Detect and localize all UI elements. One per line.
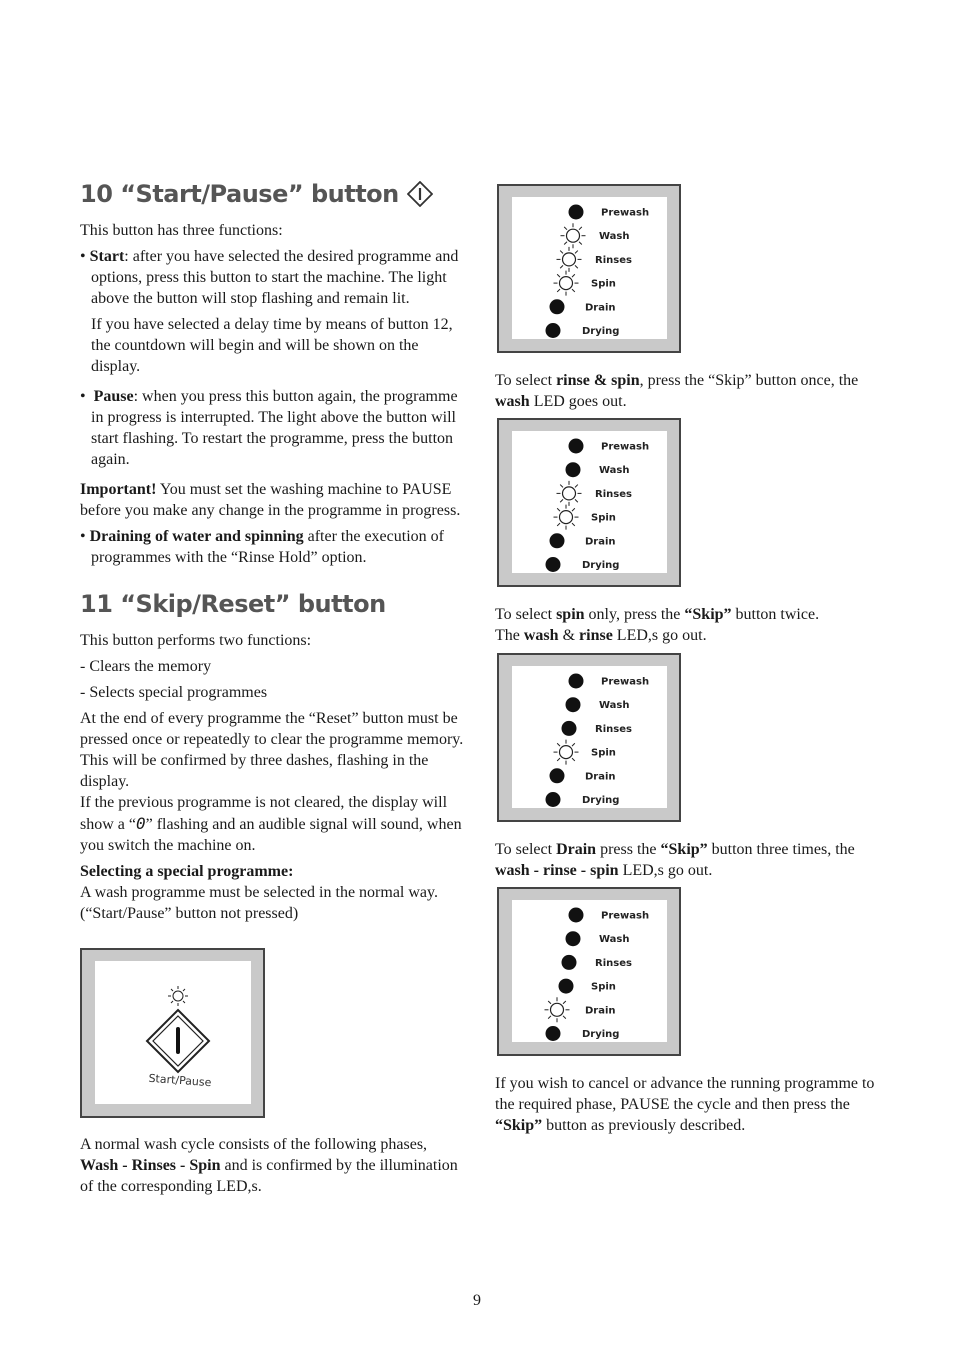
led-label-rinses: Rinses — [595, 488, 632, 500]
prev-programme-text: If the previous programme is not cleared, the display will show a “0” flashing and an audible signal will sound, when you switch the machine on. — [80, 794, 462, 854]
led-off-icon-drying — [546, 792, 561, 807]
led-lit-icon-spin — [554, 740, 579, 765]
start-pause-icon — [407, 181, 433, 207]
special-heading: Selecting a special programme: — [80, 863, 294, 880]
led-label-spin: Spin — [591, 278, 616, 290]
caption-rinse-spin: To select rinse & spin, press the “Skip” button once, the wash LED goes out. — [495, 372, 859, 410]
caption-cancel-advance: If you wish to cancel or advance the running programme to the required phase, PAUSE the cycle and then press the “Skip” button as previously described. — [495, 1075, 875, 1134]
start-function: • Start: after you have selected the desired programme and options, press this button to start the machine. The light above the button will stop flashing and remain lit. — [80, 248, 459, 307]
led-off-icon-wash — [566, 697, 581, 712]
led-label-prewash: Prewash — [601, 676, 650, 688]
led-label-spin: Spin — [591, 747, 616, 759]
led-label-rinses: Rinses — [595, 957, 632, 969]
led-label-drain: Drain — [585, 1005, 616, 1017]
led-panel-2 — [497, 418, 681, 587]
page-number: 9 — [473, 1292, 481, 1309]
important-note: Important! You must set the washing machine to PAUSE before you make any change in the programme in progress. — [80, 481, 461, 519]
led-off-icon-rinses — [562, 955, 577, 970]
led-panel-1 — [497, 184, 681, 353]
caption-drain: To select Drain press the “Skip” button three times, the wash - rinse - spin LED,s go out. — [495, 841, 855, 879]
led-lit-icon-wash — [561, 223, 586, 248]
led-off-icon-prewash — [569, 439, 584, 454]
led-label-wash: Wash — [599, 700, 630, 712]
start-pause-illustration — [80, 948, 265, 1118]
led-diagram — [499, 420, 679, 585]
led-off-icon-prewash — [569, 205, 584, 220]
led-label-drying: Drying — [582, 1029, 620, 1040]
led-label-drying: Drying — [582, 795, 620, 806]
led-off-icon-spin — [559, 979, 574, 994]
cycle-text: A normal wash cycle consists of the following phases, Wash - Rinses - Spin and is confirmed by the illumination of the corresponding LED,s. — [80, 1136, 458, 1195]
led-off-icon-drying — [546, 557, 561, 572]
led-off-icon-rinses — [562, 721, 577, 736]
led-label-spin: Spin — [591, 512, 616, 524]
led-label-drain: Drain — [585, 302, 616, 314]
led-off-icon-drain — [550, 768, 565, 783]
led-off-icon-drying — [546, 323, 561, 338]
start-pause-label: Start/Pause — [148, 1071, 212, 1090]
led-lit-icon-spin — [554, 505, 579, 530]
led-label-spin: Spin — [591, 981, 616, 993]
led-diagram — [499, 889, 679, 1054]
led-off-icon-drying — [546, 1026, 561, 1041]
led-off-icon-drain — [550, 299, 565, 314]
led-label-rinses: Rinses — [595, 254, 632, 266]
section-10-heading: 10 “Start/Pause” button — [80, 176, 465, 212]
led-label-rinses: Rinses — [595, 723, 632, 735]
led-off-icon-prewash — [569, 908, 584, 923]
led-diagram — [499, 186, 679, 351]
led-diagram — [499, 655, 679, 820]
led-label-prewash: Prewash — [601, 441, 650, 453]
sun-led-icon — [168, 986, 188, 1006]
led-off-icon-wash — [566, 931, 581, 946]
led-lit-icon-drain — [545, 997, 570, 1022]
start-pause-button-icon — [147, 1010, 209, 1072]
led-off-icon-drain — [550, 533, 565, 548]
led-label-drying: Drying — [582, 560, 620, 571]
led-label-wash: Wash — [599, 934, 630, 946]
led-panel-3 — [497, 653, 681, 822]
led-label-wash: Wash — [599, 465, 630, 477]
pause-function: • Pause: when you press this button again, the programme in progress is interrupted. The light above the button will start flashing. To restart the programme, press the button again. — [80, 388, 458, 468]
drain-function: • Draining of water and spinning after the execution of programmes with the “Rinse Hold” option. — [80, 528, 444, 566]
led-label-wash: Wash — [599, 231, 630, 243]
section-11-heading: 11 “Skip/Reset” button — [80, 589, 386, 618]
led-off-icon-prewash — [569, 674, 584, 689]
left-column: 10 “Start/Pause” button This button has three functions: • Start: after you have selected the desired programme and options, press this button to start the machine. The light above the button will stop flashing and remain lit. If you have selected a delay time by means of button 12, the countdown will begin and will be shown on the display. • Pause: when you press this button again, the programme in progress is interrupted. The light above the button will start flashing. To restart the programme, press the button again. Important! You must set the washing machine to PAUSE before you make any change in the programme in progress. • Draining of water and spinning after the execution of programmes with the “Rinse Hold” option. 11 “Skip/Reset” button This button performs two functions: - Clears the memory - Selects special programmes At the end of every programme the “Reset” button must be pressed once or repeatedly to clear the programme memory. This will be confirmed by three dashes, flashing in the display. If the previous programme is not cleared, the display will show a “0” flashing and an audible signal will sound, when you switch the machine on. Selecting a special programme: A wash programme must be selected in the normal way. (“Start/Pause” button not pressed) — [80, 176, 465, 929]
led-lit-icon-rinses — [557, 481, 582, 506]
led-lit-icon-spin — [554, 271, 579, 296]
led-label-prewash: Prewash — [601, 207, 650, 219]
led-off-icon-wash — [566, 462, 581, 477]
caption-spin-only: To select spin only, press the “Skip” button twice. The wash & rinse LED,s go out. — [495, 606, 820, 644]
led-label-drying: Drying — [582, 326, 620, 337]
led-panel-4 — [497, 887, 681, 1056]
led-lit-icon-rinses — [557, 247, 582, 272]
led-label-prewash: Prewash — [601, 910, 650, 922]
led-label-drain: Drain — [585, 536, 616, 548]
led-label-drain: Drain — [585, 771, 616, 783]
